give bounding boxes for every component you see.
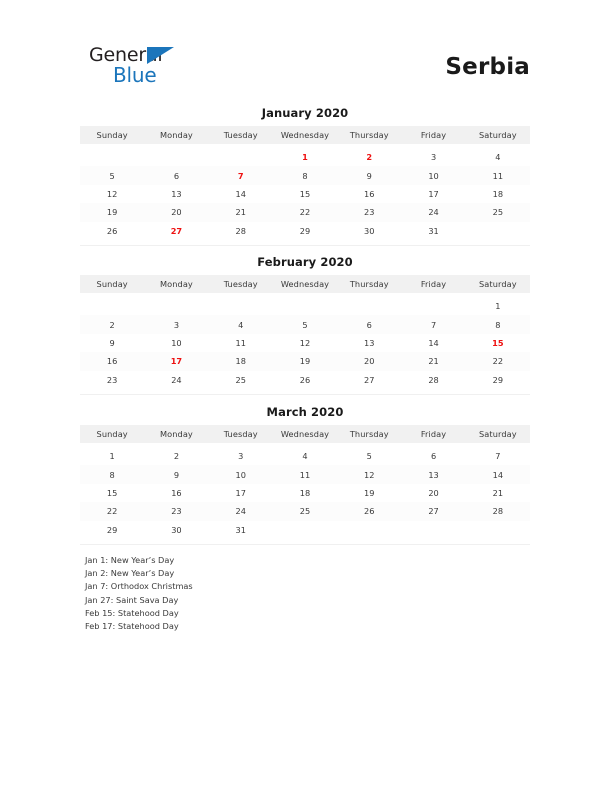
week-row [80, 185, 530, 203]
day-cell[interactable]: 29 [466, 371, 530, 389]
week-row [80, 222, 530, 240]
day-cell[interactable]: 8 [466, 315, 530, 333]
week-row [80, 484, 530, 502]
week-row [80, 334, 530, 352]
weekday-header-sunday: Sunday [80, 425, 144, 443]
day-cell[interactable]: 22 [273, 203, 337, 221]
weekday-header-tuesday: Tuesday [209, 126, 273, 144]
day-cell[interactable]: 15 [80, 484, 144, 502]
day-cell[interactable]: 9 [337, 166, 401, 184]
month-block [80, 106, 530, 246]
table-bottom-rule [80, 389, 530, 395]
day-cell[interactable]: 29 [80, 521, 144, 539]
weekday-header-monday: Monday [144, 126, 208, 144]
day-cell[interactable]: 19 [80, 203, 144, 221]
day-cell[interactable]: 6 [337, 315, 401, 333]
weekday-header-sunday: Sunday [80, 126, 144, 144]
week-row [80, 203, 530, 221]
day-cell[interactable]: 22 [466, 352, 530, 370]
day-cell-empty [273, 521, 337, 539]
day-cell[interactable]: 19 [337, 484, 401, 502]
day-cell[interactable]: 23 [337, 203, 401, 221]
day-cell[interactable]: 5 [337, 447, 401, 465]
day-cell[interactable]: 30 [337, 222, 401, 240]
weekday-header-thursday: Thursday [337, 126, 401, 144]
weekday-header-monday: Monday [144, 425, 208, 443]
spacer-cell [466, 240, 530, 246]
day-cell-holiday[interactable]: 7 [209, 166, 273, 184]
weekday-header-row [80, 275, 530, 293]
day-cell[interactable]: 2 [80, 315, 144, 333]
day-cell[interactable]: 25 [273, 502, 337, 520]
weekday-header-sunday: Sunday [80, 275, 144, 293]
day-cell[interactable]: 21 [401, 352, 465, 370]
week-row [80, 352, 530, 370]
spacer-cell [144, 240, 208, 246]
day-cell[interactable]: 30 [144, 521, 208, 539]
weekday-header-friday: Friday [401, 275, 465, 293]
month-title: January 2020 [261, 106, 349, 120]
holiday-note-item: Feb 15: Statehood Day [85, 607, 179, 618]
week-row [80, 315, 530, 333]
table-bottom-rule [80, 539, 530, 545]
day-cell[interactable]: 28 [466, 502, 530, 520]
day-cell[interactable]: 1 [80, 447, 144, 465]
day-cell[interactable]: 12 [273, 334, 337, 352]
spacer-cell [337, 389, 401, 395]
spacer-cell [466, 539, 530, 545]
weekday-header-monday: Monday [144, 275, 208, 293]
week-row [80, 521, 530, 539]
weekday-header-wednesday: Wednesday [273, 425, 337, 443]
day-cell[interactable]: 27 [401, 502, 465, 520]
day-cell[interactable]: 16 [80, 352, 144, 370]
spacer-cell [209, 240, 273, 246]
day-cell-holiday[interactable]: 2 [337, 148, 401, 166]
day-cell[interactable]: 13 [401, 465, 465, 483]
day-cell[interactable]: 11 [466, 166, 530, 184]
month-calendar-table [80, 275, 530, 395]
weekday-header-thursday: Thursday [337, 275, 401, 293]
weekday-header-saturday: Saturday [466, 126, 530, 144]
spacer-cell [80, 240, 144, 246]
logo-text-general: General [89, 44, 163, 66]
day-cell[interactable]: 20 [337, 352, 401, 370]
day-cell[interactable]: 2 [144, 447, 208, 465]
month-calendar-table [80, 126, 530, 246]
day-cell[interactable]: 20 [401, 484, 465, 502]
spacer-cell [401, 389, 465, 395]
day-cell-empty [337, 521, 401, 539]
day-cell[interactable]: 5 [80, 166, 144, 184]
day-cell[interactable]: 26 [80, 222, 144, 240]
logo-triangle-icon [147, 47, 174, 64]
day-cell[interactable]: 13 [144, 185, 208, 203]
day-cell[interactable]: 11 [273, 465, 337, 483]
day-cell[interactable]: 28 [401, 371, 465, 389]
weekday-header-row [80, 425, 530, 443]
day-cell[interactable]: 4 [273, 447, 337, 465]
day-cell-empty [209, 297, 273, 315]
spacer-cell [144, 389, 208, 395]
general-blue-logo [89, 44, 199, 86]
spacer-cell [273, 389, 337, 395]
week-row [80, 297, 530, 315]
day-cell[interactable]: 22 [80, 502, 144, 520]
day-cell[interactable]: 21 [466, 484, 530, 502]
weekday-header-wednesday: Wednesday [273, 275, 337, 293]
day-cell-holiday[interactable]: 1 [273, 148, 337, 166]
day-cell[interactable]: 10 [209, 465, 273, 483]
day-cell[interactable]: 9 [80, 334, 144, 352]
day-cell-empty [80, 297, 144, 315]
spacer-cell [144, 539, 208, 545]
day-cell[interactable]: 8 [273, 166, 337, 184]
week-row [80, 465, 530, 483]
day-cell[interactable]: 10 [144, 334, 208, 352]
spacer-cell [401, 240, 465, 246]
day-cell[interactable]: 24 [209, 502, 273, 520]
holiday-note-item: Jan 2: New Year’s Day [85, 568, 175, 579]
month-calendar-table [80, 425, 530, 545]
day-cell[interactable]: 16 [337, 185, 401, 203]
day-cell[interactable]: 15 [273, 185, 337, 203]
holiday-notes-list [85, 554, 415, 633]
day-cell[interactable]: 5 [273, 315, 337, 333]
weekday-header-friday: Friday [401, 425, 465, 443]
day-cell-empty [144, 148, 208, 166]
day-cell[interactable]: 4 [209, 315, 273, 333]
day-cell[interactable]: 23 [80, 371, 144, 389]
day-cell-empty [466, 222, 530, 240]
weekday-header-saturday: Saturday [466, 425, 530, 443]
table-bottom-rule [80, 240, 530, 246]
holiday-note-item: Jan 1: New Year’s Day [85, 555, 175, 565]
day-cell[interactable]: 4 [466, 148, 530, 166]
day-cell-holiday[interactable]: 17 [144, 352, 208, 370]
spacer-cell [337, 240, 401, 246]
day-cell-holiday[interactable]: 27 [144, 222, 208, 240]
day-cell[interactable]: 14 [466, 465, 530, 483]
week-row [80, 371, 530, 389]
weekday-header-row [80, 126, 530, 144]
day-cell-holiday[interactable]: 15 [466, 334, 530, 352]
day-cell[interactable]: 12 [337, 465, 401, 483]
day-cell[interactable]: 3 [144, 315, 208, 333]
spacer-cell [401, 539, 465, 545]
day-cell[interactable]: 23 [144, 502, 208, 520]
day-cell[interactable]: 24 [401, 203, 465, 221]
week-row [80, 166, 530, 184]
spacer-cell [80, 389, 144, 395]
day-cell[interactable]: 6 [144, 166, 208, 184]
day-cell[interactable]: 11 [209, 334, 273, 352]
day-cell[interactable]: 10 [401, 166, 465, 184]
spacer-cell [273, 539, 337, 545]
month-title: March 2020 [266, 405, 344, 419]
day-cell[interactable]: 28 [209, 222, 273, 240]
day-cell-empty [80, 148, 144, 166]
day-cell[interactable]: 13 [337, 334, 401, 352]
logo-text-blue: Blue [113, 63, 157, 87]
day-cell[interactable]: 14 [401, 334, 465, 352]
day-cell[interactable]: 29 [273, 222, 337, 240]
day-cell[interactable]: 1 [466, 297, 530, 315]
day-cell-empty [401, 297, 465, 315]
week-row [80, 502, 530, 520]
week-row [80, 148, 530, 166]
spacer-cell [209, 389, 273, 395]
day-cell-empty [337, 297, 401, 315]
spacer-cell [337, 539, 401, 545]
day-cell[interactable]: 19 [273, 352, 337, 370]
day-cell[interactable]: 7 [466, 447, 530, 465]
day-cell[interactable]: 25 [209, 371, 273, 389]
day-cell[interactable]: 14 [209, 185, 273, 203]
day-cell[interactable]: 18 [273, 484, 337, 502]
day-cell[interactable]: 17 [209, 484, 273, 502]
day-cell[interactable]: 18 [466, 185, 530, 203]
page-header [0, 0, 612, 100]
month-title: February 2020 [257, 255, 353, 269]
week-row [80, 447, 530, 465]
day-cell[interactable]: 16 [144, 484, 208, 502]
day-cell[interactable]: 21 [209, 203, 273, 221]
weekday-header-tuesday: Tuesday [209, 275, 273, 293]
weekday-header-friday: Friday [401, 126, 465, 144]
weekday-header-saturday: Saturday [466, 275, 530, 293]
day-cell-empty [401, 521, 465, 539]
day-cell[interactable]: 3 [209, 447, 273, 465]
day-cell[interactable]: 12 [80, 185, 144, 203]
day-cell[interactable]: 18 [209, 352, 273, 370]
day-cell[interactable]: 26 [273, 371, 337, 389]
spacer-cell [273, 240, 337, 246]
day-cell[interactable]: 6 [401, 447, 465, 465]
day-cell[interactable]: 3 [401, 148, 465, 166]
holiday-note-item: Jan 7: Orthodox Christmas [85, 581, 193, 592]
day-cell[interactable]: 25 [466, 203, 530, 221]
day-cell[interactable]: 7 [401, 315, 465, 333]
weekday-header-tuesday: Tuesday [209, 425, 273, 443]
day-cell-empty [144, 297, 208, 315]
day-cell[interactable]: 8 [80, 465, 144, 483]
spacer-cell [209, 539, 273, 545]
day-cell[interactable]: 31 [401, 222, 465, 240]
spacer-cell [466, 389, 530, 395]
day-cell[interactable]: 24 [144, 371, 208, 389]
day-cell[interactable]: 17 [401, 185, 465, 203]
spacer-cell [80, 539, 144, 545]
day-cell-empty [466, 521, 530, 539]
day-cell[interactable]: 26 [337, 502, 401, 520]
day-cell-empty [273, 297, 337, 315]
month-block [80, 255, 530, 395]
weekday-header-thursday: Thursday [337, 425, 401, 443]
holiday-note-item: Feb 17: Statehood Day [85, 621, 179, 632]
day-cell[interactable]: 27 [337, 371, 401, 389]
day-cell[interactable]: 9 [144, 465, 208, 483]
month-block [80, 405, 530, 545]
day-cell[interactable]: 20 [144, 203, 208, 221]
day-cell-empty [209, 148, 273, 166]
weekday-header-wednesday: Wednesday [273, 126, 337, 144]
page-title: Serbia [445, 54, 530, 80]
day-cell[interactable]: 31 [209, 521, 273, 539]
holiday-note-item: Jan 27: Saint Sava Day [85, 594, 179, 605]
